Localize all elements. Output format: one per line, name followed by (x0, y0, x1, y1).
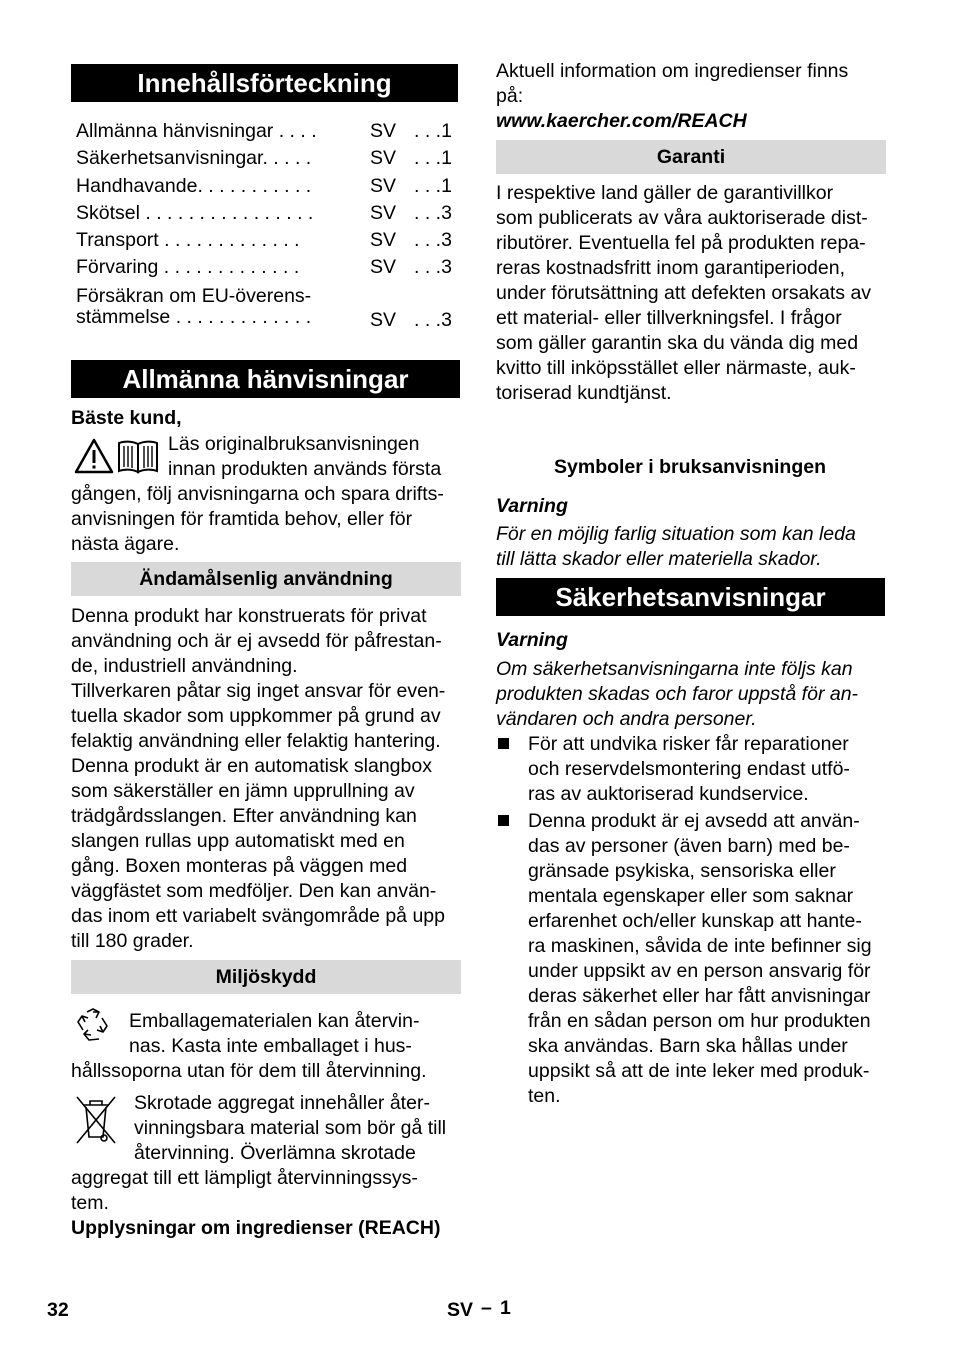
text-line: Denna produkt är ej avsedd att använ- (528, 810, 860, 832)
toc-entry-title: Säkerhetsanvisningar (76, 147, 263, 170)
text-line: uppsikt så att de inte leker med produk- (528, 1060, 870, 1082)
toc-entry-page: . . .3 (414, 308, 452, 331)
toc-entry[interactable] (76, 227, 458, 254)
toc-entry[interactable] (76, 118, 458, 145)
subheading-environment: Miljöskydd (71, 960, 461, 994)
toc-entry[interactable] (76, 200, 458, 227)
warning-text (496, 657, 858, 732)
toc-entry[interactable] (76, 145, 458, 172)
toc-entry-page: . . .1 (414, 147, 452, 170)
toc-entry-page: . . .3 (414, 201, 452, 224)
intro-text-short (168, 432, 441, 482)
toc-entry-page: . . .3 (414, 229, 452, 252)
text-line: från en sådan person om hur produkten (528, 1010, 871, 1032)
text-line: hållssoporna utan för dem till återvinning. (71, 1060, 427, 1082)
text-line: das av personer (även barn) med be- (528, 835, 850, 857)
text-line: anvisningen för framtida behov, eller för (71, 508, 413, 530)
text-line: erfarenhet och/eller kunskap att hante- (528, 910, 862, 932)
crossed-bin-icon (73, 1093, 119, 1147)
text-line: de, industriell användning. (71, 655, 298, 677)
toc-entry-page: . . .1 (414, 120, 452, 142)
text-line: slangen rullas upp automatiskt med en (71, 830, 405, 852)
table-of-contents (76, 118, 458, 334)
text-line: das inom ett variabelt svängområde på upp (71, 905, 445, 927)
toc-entry-title: Skötsel (76, 201, 140, 224)
text-line: ett material- eller tillverkningsfel. I frågor (496, 307, 842, 329)
toc-entry-lang: SV (370, 120, 397, 142)
warranty-text (496, 181, 871, 406)
text-line: som säkerställer en jämn upprullning av (71, 780, 415, 802)
warning-text (496, 522, 856, 572)
toc-entry-page: . . .1 (414, 174, 452, 197)
toc-entry-title: Transport (76, 229, 159, 252)
text-line: ska användas. Barn ska hållas under (528, 1035, 848, 1057)
section-heading-general: Allmänna hänvisningar (71, 360, 460, 398)
greeting: Bäste kund, (71, 407, 182, 429)
subheading-warranty: Garanti (496, 140, 886, 174)
text-line: mentala egenskaper eller som saknar (528, 885, 854, 907)
text-line: Aktuell information om ingredienser finns (496, 60, 849, 82)
text-line: nästa ägare. (71, 533, 180, 555)
weee-text-short (134, 1091, 446, 1166)
toc-entry-leader: . . . . . . . . . . . . . (170, 305, 312, 328)
toc-entry-leader: . . . . . . . . . . . . . (158, 229, 300, 252)
bullet-square-icon (498, 815, 509, 826)
footer-lang: SV (447, 1299, 474, 1321)
toc-entry-leader: . . . . . . . . . . . . . . . . (139, 201, 314, 224)
toc-entry-title: Allmänna hänvisningar (76, 120, 274, 142)
recycle-text-short (129, 1009, 419, 1059)
toc-entry-lang: SV (370, 308, 397, 331)
text-line: till 180 grader. (71, 930, 194, 952)
recycle-text (71, 1059, 427, 1084)
text-line: ras av auktoriserad kundservice. (528, 783, 809, 805)
text-line: aggregat till ett lämpligt återvinningssys- (71, 1167, 418, 1189)
text-line: och reservdelsmontering endast utfö- (528, 758, 850, 780)
text-line: vinningsbara material som bör gå till (134, 1117, 447, 1139)
reach-link[interactable]: www.kaercher.com/REACH (496, 110, 747, 132)
toc-entry-leader: . . . . . . . . . . . (197, 174, 312, 197)
toc-entry[interactable] (76, 286, 458, 334)
warning-label: Varning (496, 629, 568, 651)
text-line: vändaren och andra personer. (496, 708, 757, 730)
text-line: nas. Kasta inte emballaget i hus- (129, 1035, 412, 1057)
text-line: Denna produkt är en automatisk slangbox (71, 755, 432, 777)
page-number: 32 (47, 1299, 69, 1321)
text-line: gång. Boxen monteras på väggen med (71, 855, 408, 877)
text-line: väggfästet som medföljer. Den kan använ- (71, 880, 437, 902)
toc-entry-title: Handhavande (76, 174, 198, 197)
toc-entry-page: . . .3 (414, 256, 452, 279)
text-line: under uppsikt av en person ansvarig för (528, 960, 871, 982)
text-line: I respektive land gäller de garantivillkor (496, 182, 834, 204)
text-line: reras kostnadsfritt inom garantiperioden, (496, 257, 846, 279)
text-line: Skrotade aggregat innehåller åter- (134, 1092, 430, 1114)
text-line: kvitto till inköpsstället eller närmaste, auk- (496, 357, 856, 379)
toc-entry-title-line1: Försäkran om EU-överens- (76, 284, 312, 307)
text-line: deras säkerhet eller har fått anvisningar (528, 985, 871, 1007)
recycle-icon (73, 1006, 113, 1046)
reach-heading: Upplysningar om ingredienser (REACH) (71, 1217, 441, 1239)
intro-text (71, 482, 444, 557)
toc-entry-lang: SV (370, 256, 397, 279)
text-line: ra maskinen, såvida de inte befinner sig (528, 935, 872, 957)
toc-heading: Innehållsförteckning (71, 64, 458, 102)
text-line: gången, följ anvisningarna och spara drifts- (71, 483, 444, 505)
text-line: Om säkerhetsanvisningarna inte följs kan (496, 658, 853, 680)
toc-entry-leader: . . . . . (262, 147, 312, 170)
text-line: tem. (71, 1192, 109, 1214)
text-line: som publicerats av våra auktoriserade dist- (496, 207, 868, 229)
toc-entry-title: Förvaring (76, 256, 159, 279)
text-line: återvinning. Överlämna skrotade (134, 1142, 416, 1164)
footer-subpage: 1 (500, 1297, 511, 1319)
text-line: felaktig användning eller felaktig hantering. (71, 730, 441, 752)
text-line: på: (496, 85, 524, 107)
toc-entry-lang: SV (370, 229, 397, 252)
footer-dash: – (481, 1297, 492, 1319)
text-line: som gäller garantin ska du vända dig med (496, 332, 859, 354)
text-line: användning och är ej avsedd för påfrestan- (71, 630, 442, 652)
text-line: ributörer. Eventuella fel på produkten repa- (496, 232, 866, 254)
text-line: toriserad kundtjänst. (496, 382, 672, 404)
warning-triangle-icon (74, 438, 114, 474)
text-line: till lätta skador eller materiella skador. (496, 548, 822, 570)
text-line: tuella skador som uppkommer på grund av (71, 705, 441, 727)
text-line: Emballagematerialen kan återvin- (129, 1010, 420, 1032)
bullet-item (496, 809, 886, 1119)
subheading-symbols: Symboler i bruksanvisningen (554, 456, 826, 478)
text-line: produkten skadas och faror uppstå för an- (496, 683, 859, 705)
text-line: Läs originalbruksanvisningen (168, 433, 420, 455)
text-line: För att undvika risker får reparationer (528, 733, 849, 755)
weee-text (71, 1166, 418, 1216)
toc-entry-lang: SV (370, 147, 397, 170)
text-line: innan produkten används första (168, 458, 442, 480)
toc-entry-title-line2: stämmelse (76, 305, 171, 328)
text-line: Tillverkaren påtar sig inget ansvar för even- (71, 680, 446, 702)
text-line: under förutsättning att defekten orsakats av (496, 282, 872, 304)
text-line: ten. (528, 1085, 561, 1107)
book-icon (116, 438, 160, 474)
text-line: trädgårdsslangen. Efter användning kan (71, 805, 417, 827)
bullet-text (528, 809, 886, 1109)
section-heading-safety: Säkerhetsanvisningar (496, 578, 885, 616)
text-line: För en möjlig farlig situation som kan leda (496, 523, 856, 545)
warning-label: Varning (496, 495, 568, 517)
toc-entry-leader: . . . . . . . . . . . . . (158, 256, 300, 279)
subheading-intended-use: Ändamålsenlig användning (71, 562, 461, 596)
text-line: Denna produkt har konstruerats för privat (71, 605, 427, 627)
text-line: gränsade psykiska, sensoriska eller (528, 860, 836, 882)
toc-entry[interactable] (76, 173, 458, 200)
toc-entry-leader: . . . . (273, 120, 317, 142)
intended-use-text (71, 604, 445, 954)
toc-entry-lang: SV (370, 201, 397, 224)
toc-entry[interactable] (76, 254, 458, 281)
bullet-square-icon (498, 738, 509, 749)
reach-text (496, 59, 848, 109)
bullet-text (528, 732, 886, 807)
toc-entry-lang: SV (370, 174, 397, 197)
bullet-item (496, 732, 886, 812)
